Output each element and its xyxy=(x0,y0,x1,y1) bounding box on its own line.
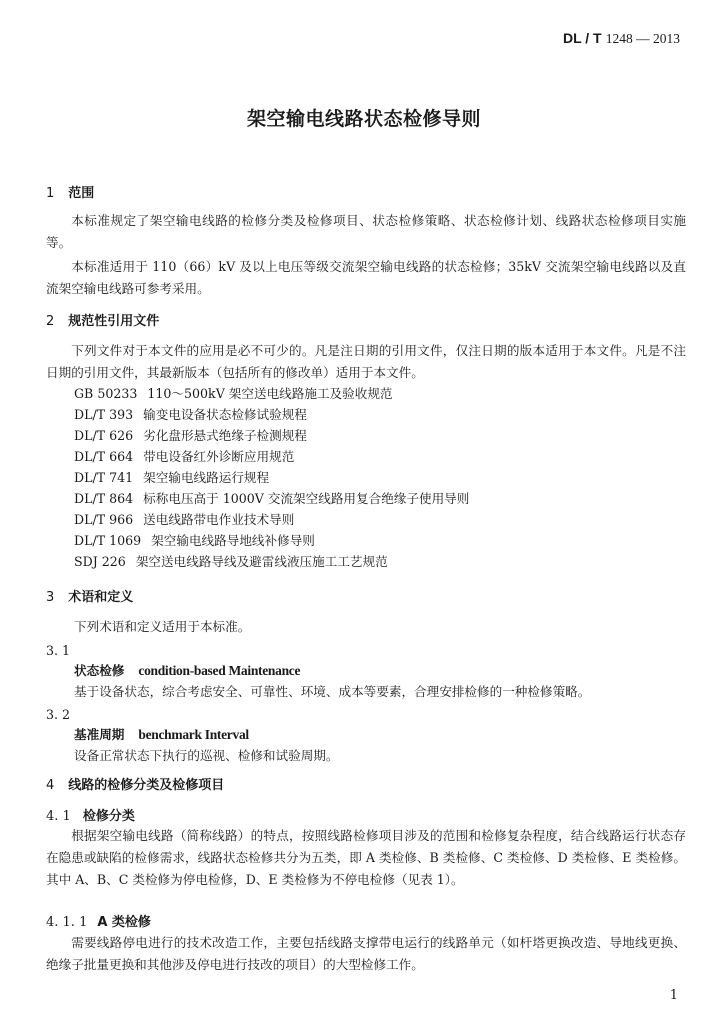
reference-item xyxy=(74,425,307,446)
subsection-4-1-1-paragraph: 需要线路停电进行的技术改造工作，主要包括线路支撑带电运行的线路单元（如杆塔更换改造、导地线更换、绝缘子批量更换和其他涉及停电进行技改的项目）的大型检修工作。 xyxy=(46,935,686,972)
section-4-heading xyxy=(46,774,224,793)
term-english: condition-based Maintenance xyxy=(138,663,301,678)
reference-item xyxy=(74,551,388,572)
reference-title: 架空输电线路导地线补修导则 xyxy=(151,533,315,548)
subsection-number: 4. 1. 1 xyxy=(46,915,88,930)
reference-title: 带电设备红外诊断应用规范 xyxy=(143,449,295,464)
term-3-2-definition: 设备正常状态下执行的巡视、检修和试验周期。 xyxy=(74,748,339,763)
reference-code: DL/T 664 xyxy=(74,449,134,464)
section-number: 1 xyxy=(46,186,55,201)
standard-prefix: DL / T xyxy=(562,30,602,46)
section-number: 4 xyxy=(46,778,55,793)
reference-item xyxy=(74,488,469,509)
reference-title: 劣化盘形悬式绝缘子检测规程 xyxy=(143,428,307,443)
reference-title: 输变电设备状态检修试验规程 xyxy=(143,407,307,422)
term-chinese: 状态检修 xyxy=(74,663,125,678)
section-title: 范围 xyxy=(68,186,95,201)
reference-code: DL/T 626 xyxy=(74,428,134,443)
section-3-heading xyxy=(46,586,133,605)
section-1-heading xyxy=(46,182,94,201)
reference-item xyxy=(74,446,294,467)
section-number: 2 xyxy=(46,314,55,329)
subsection-4-1-1-heading xyxy=(46,911,151,930)
term-3-2-number: 3. 2 xyxy=(46,707,71,722)
term-3-1-number: 3. 1 xyxy=(46,643,71,658)
section-title: 术语和定义 xyxy=(68,590,134,605)
term-3-1-definition: 基于设备状态，综合考虑安全、可靠性、环境、成本等要素，合理安排检修的一种检修策略。 xyxy=(74,684,591,699)
term-english: benchmark Interval xyxy=(138,727,249,742)
reference-code: GB 50233 xyxy=(74,386,138,401)
term-3-2-heading xyxy=(74,723,249,746)
reference-code: DL/T 393 xyxy=(74,407,134,422)
subsection-number: 4. 1 xyxy=(46,809,71,824)
subsection-4-1-paragraph: 根据架空输电线路（简称线路）的特点，按照线路检修项目涉及的范围和检修复杂程度，结合线路运行状态存在隐患或缺陷的检修需求，线路状态检修共分为五类，即 A 类检修、B 类检修、C 类检修、D 类检修、E 类检修。其中 A、B、C 类检修为停电检修，D、E 类检修为不停电检修（见表 1）。 xyxy=(46,828,686,887)
section-number: 3 xyxy=(46,590,55,605)
reference-title: 架空输电线路运行规程 xyxy=(143,470,270,485)
document-title: 架空输电线路状态检修导则 xyxy=(246,108,481,130)
reference-item xyxy=(74,509,294,530)
reference-item xyxy=(74,404,307,425)
section-title: 线路的检修分类及检修项目 xyxy=(68,778,225,793)
reference-code: DL/T 1069 xyxy=(74,533,142,548)
term-3-1-heading xyxy=(74,659,300,682)
reference-code: DL/T 864 xyxy=(74,491,134,506)
section-1-paragraph-2: 本标准适用于 110（66）kV 及以上电压等级交流架空输电线路的状态检修；35kV 交流架空输电线路以及直流架空输电线路可参考采用。 xyxy=(46,259,686,296)
reference-title: 架空送电线路导线及避雷线液压施工工艺规范 xyxy=(135,554,388,569)
subsection-title: A 类检修 xyxy=(97,915,151,930)
section-2-paragraph-1: 下列文件对于本文件的应用是必不可少的。凡是注日期的引用文件，仅注日期的版本适用于本文件。凡是不注日期的引用文件，其最新版本（包括所有的修改单）适用于本文件。 xyxy=(46,343,686,380)
reference-code: DL/T 741 xyxy=(74,470,134,485)
reference-code: SDJ 226 xyxy=(74,554,126,569)
reference-title: 110～500kV 架空送电线路施工及验收规范 xyxy=(147,386,393,401)
subsection-title: 检修分类 xyxy=(82,809,135,824)
reference-title: 送电线路带电作业技术导则 xyxy=(143,512,295,527)
reference-item xyxy=(74,383,393,404)
reference-title: 标称电压高于 1000V 交流架空线路用复合绝缘子使用导则 xyxy=(143,491,470,506)
section-title: 规范性引用文件 xyxy=(68,314,160,329)
reference-code: DL/T 966 xyxy=(74,512,134,527)
term-chinese: 基准周期 xyxy=(74,727,125,742)
running-header xyxy=(563,30,680,47)
section-3-intro: 下列术语和定义适用于本标准。 xyxy=(74,619,251,634)
subsection-4-1-heading xyxy=(46,805,135,824)
section-1-paragraph-1: 本标准规定了架空输电线路的检修分类及检修项目、状态检修策略、状态检修计划、线路状态检修项目实施等。 xyxy=(46,213,686,250)
reference-item xyxy=(74,467,269,488)
page-number: 1 xyxy=(669,988,678,1003)
reference-item xyxy=(74,530,315,551)
section-2-heading xyxy=(46,310,159,329)
standard-number: 1248 — 2013 xyxy=(605,31,680,46)
